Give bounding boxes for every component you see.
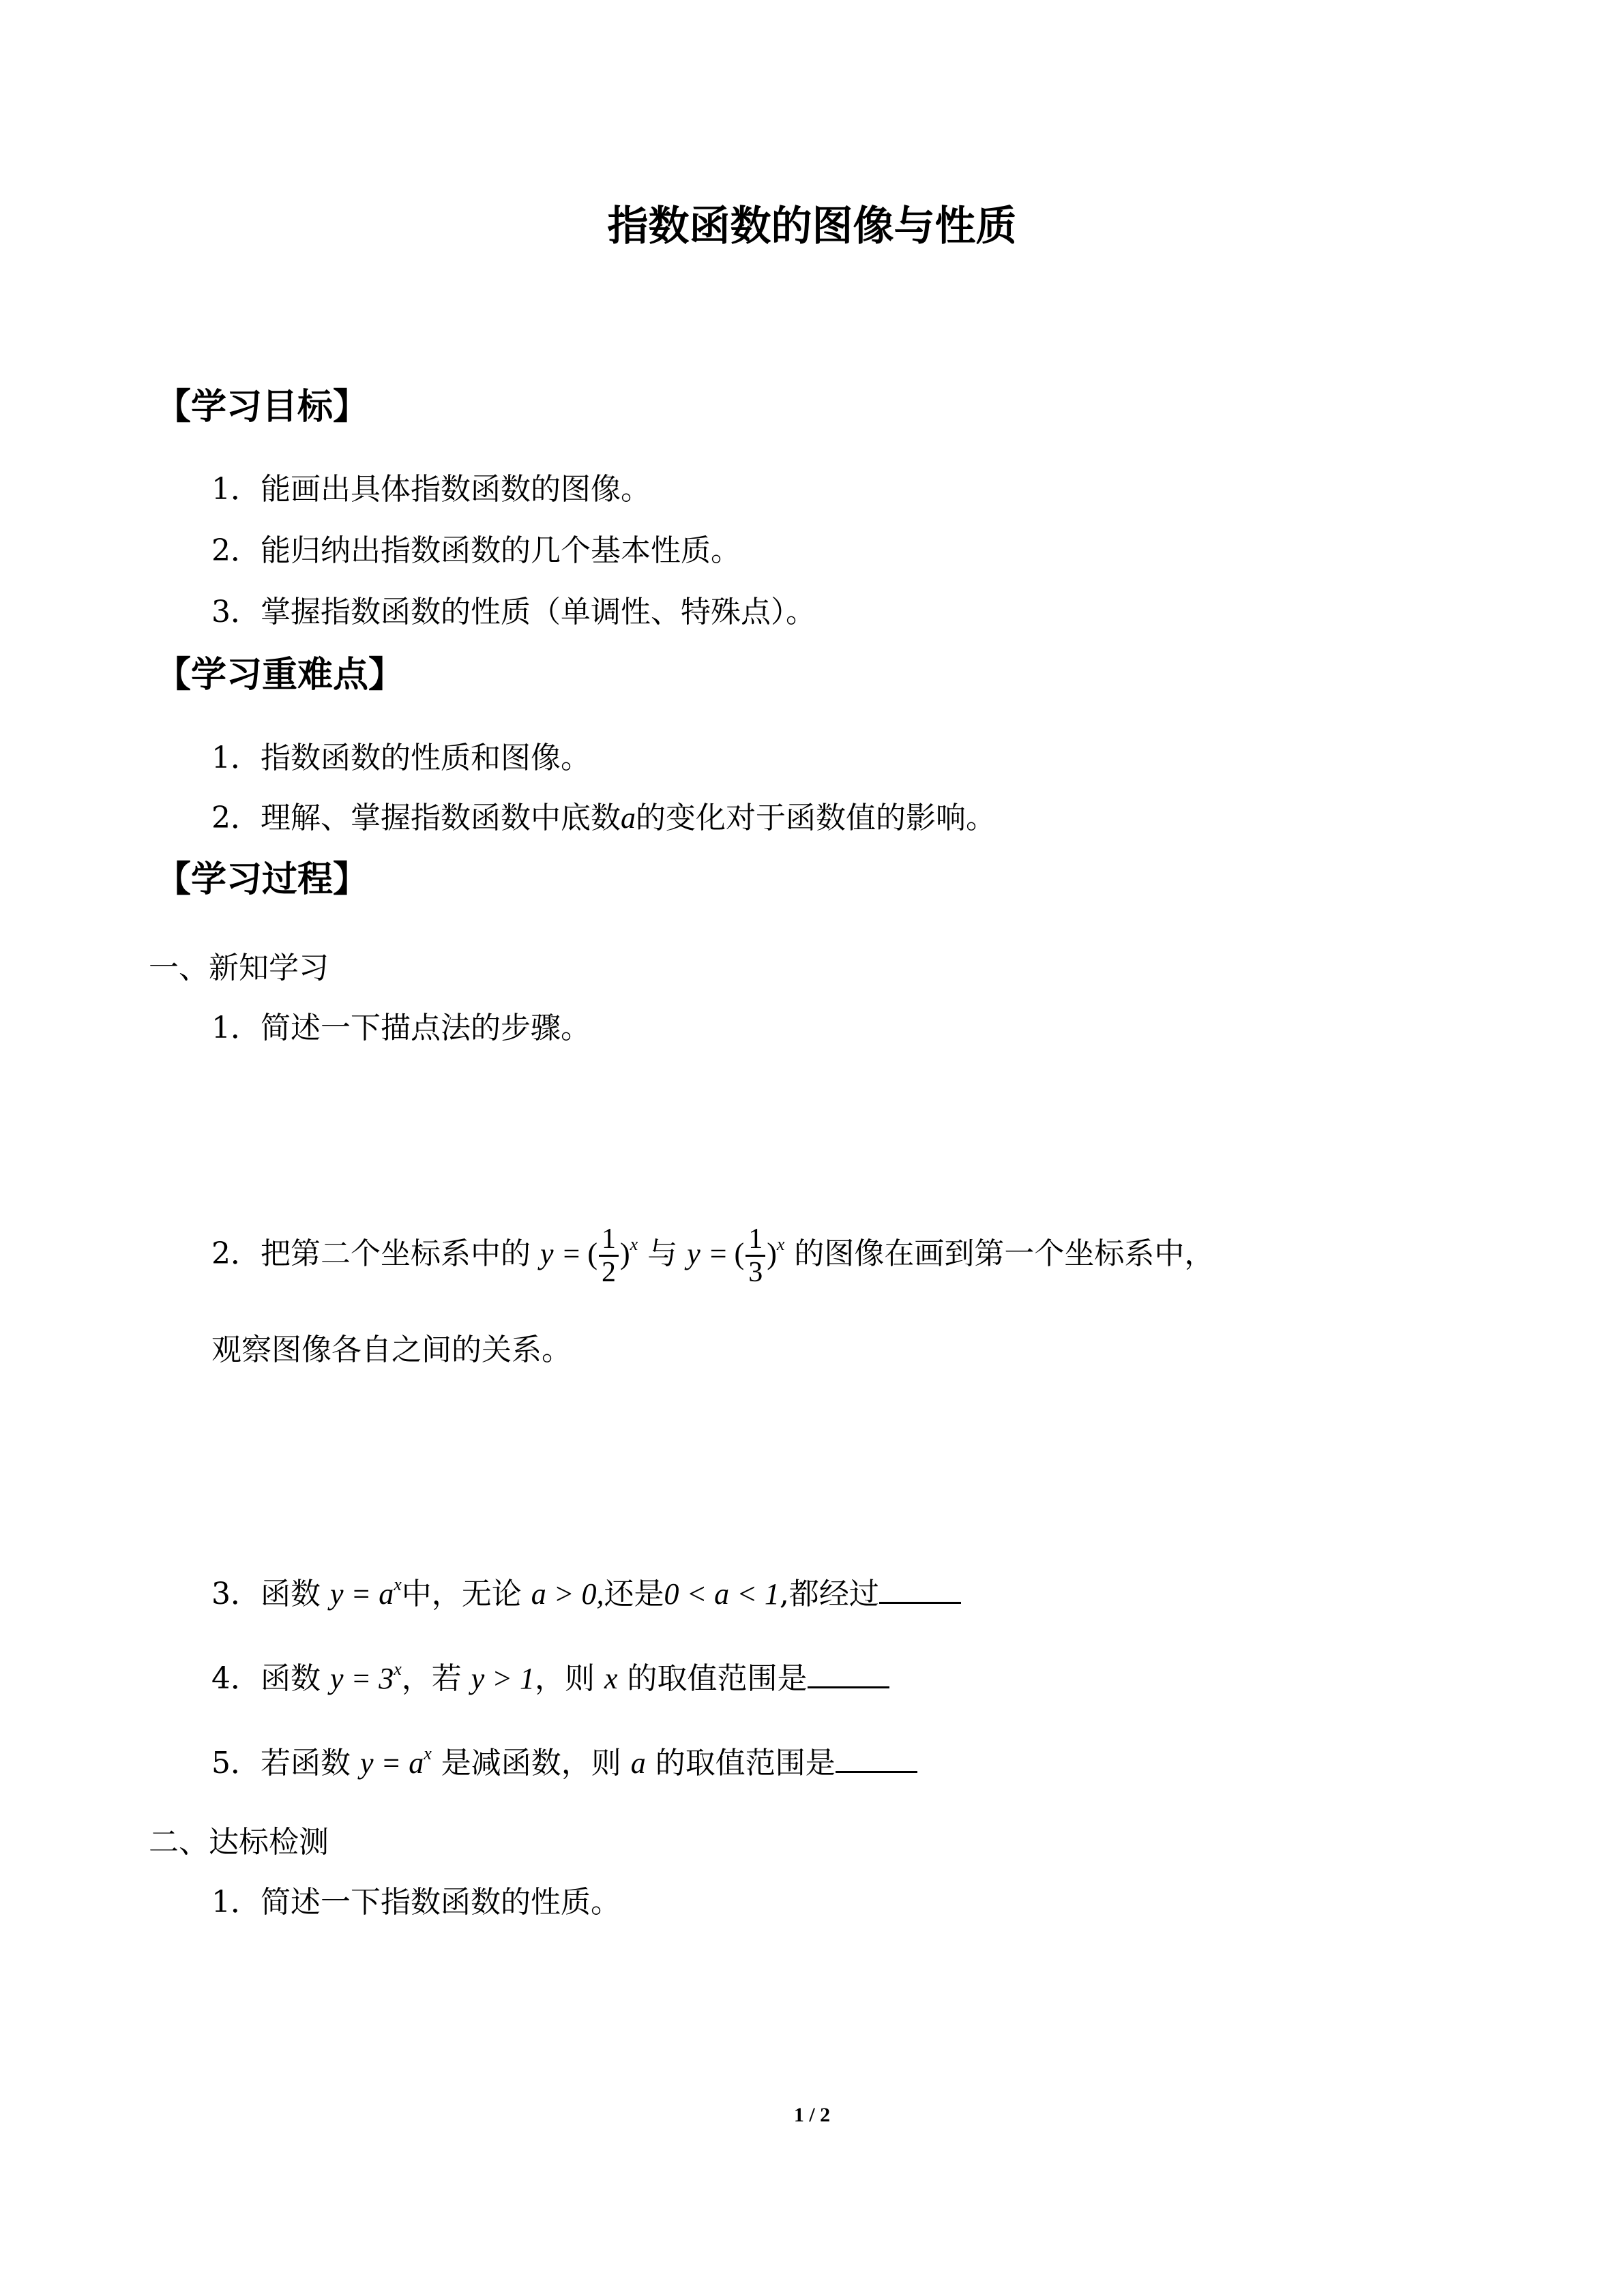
q5-mid1: 是减函数，则 bbox=[441, 1746, 621, 1780]
page-title: 指数函数的图像与性质 bbox=[607, 203, 1017, 250]
q3-mid2: 还是 bbox=[604, 1577, 664, 1611]
fraction-numerator: 1 bbox=[599, 1223, 619, 1257]
key-point-item-1: 1．指数函数的性质和图像。 bbox=[211, 741, 591, 775]
q4-mid2: ，则 bbox=[535, 1661, 595, 1696]
process-heading: 【学习过程】 bbox=[156, 859, 369, 900]
fraction-one-third bbox=[745, 1223, 765, 1288]
part2-heading: 二、达标检测 bbox=[149, 1825, 329, 1860]
q2-close2: ) bbox=[767, 1237, 777, 1270]
part1-question-2-line2: 观察图像各自之间的关系。 bbox=[211, 1332, 572, 1367]
q2-prefix: 2．把第二个坐标系中的 bbox=[211, 1236, 531, 1271]
part1-heading: 一、新知学习 bbox=[149, 951, 329, 985]
q3-cond1: a > 0, bbox=[531, 1577, 604, 1611]
key-point-item-2 bbox=[211, 798, 996, 839]
q3-formula: y = a bbox=[330, 1577, 394, 1611]
q4-formula: y = 3 bbox=[330, 1662, 394, 1695]
q5-exp: x bbox=[424, 1744, 432, 1763]
q2-mid: 与 bbox=[647, 1236, 678, 1271]
goal-item-1: 1．能画出具体指数函数的图像。 bbox=[211, 472, 651, 507]
fraction-one-half bbox=[599, 1223, 619, 1288]
q3-prefix: 3．函数 bbox=[211, 1577, 321, 1611]
q3-mid1: 中，无论 bbox=[401, 1577, 522, 1611]
answer-blank[interactable] bbox=[879, 1577, 961, 1604]
q5-prefix: 5．若函数 bbox=[211, 1746, 351, 1780]
q4-prefix: 4．函数 bbox=[211, 1661, 321, 1696]
q5-var: a bbox=[630, 1746, 646, 1780]
q3-cond2: 0 < a < 1 bbox=[664, 1577, 780, 1611]
q2-eq1: = ( bbox=[563, 1237, 597, 1270]
q4-mid1: ，若 bbox=[401, 1661, 462, 1696]
q2-exp1: x bbox=[630, 1234, 638, 1254]
q2-suffix: 的图像在画到第一个坐标系中， bbox=[794, 1236, 1215, 1271]
fraction-numerator: 1 bbox=[745, 1223, 765, 1257]
q4-cond: y > 1 bbox=[471, 1662, 535, 1695]
q2-y1: y bbox=[540, 1237, 554, 1270]
part1-question-5 bbox=[211, 1743, 917, 1784]
goal-item-2: 2．能归纳出指数函数的几个基本性质。 bbox=[211, 533, 741, 568]
part1-question-2 bbox=[211, 1223, 1214, 1288]
part2-question-1: 1．简述一下指数函数的性质。 bbox=[211, 1885, 621, 1920]
q3-suffix: ,都经过 bbox=[779, 1577, 879, 1611]
answer-blank[interactable] bbox=[836, 1746, 917, 1773]
q3-exp: x bbox=[394, 1575, 402, 1594]
key-point-2-suffix: 的变化对于函数值的影响。 bbox=[636, 801, 996, 835]
q4-exp: x bbox=[394, 1659, 402, 1679]
q5-formula: y = a bbox=[360, 1746, 424, 1780]
fraction-denominator: 2 bbox=[602, 1257, 616, 1288]
q2-exp2: x bbox=[776, 1234, 785, 1254]
page-number: 1 / 2 bbox=[793, 2104, 831, 2126]
part1-question-4 bbox=[211, 1658, 889, 1699]
part1-question-3 bbox=[211, 1574, 961, 1615]
key-point-2-prefix: 2．理解、掌握指数函数中底数 bbox=[211, 801, 621, 835]
q2-close1: ) bbox=[620, 1237, 630, 1270]
q5-suffix: 的取值范围是 bbox=[655, 1746, 836, 1780]
q2-eq2: = ( bbox=[709, 1237, 745, 1270]
goals-heading: 【学习目标】 bbox=[156, 387, 369, 428]
part1-question-1: 1．简述一下描点法的步骤。 bbox=[211, 1011, 591, 1045]
fraction-denominator: 3 bbox=[748, 1257, 763, 1288]
answer-blank[interactable] bbox=[808, 1662, 889, 1688]
q2-y2: y bbox=[687, 1237, 700, 1270]
key-points-heading: 【学习重难点】 bbox=[156, 655, 404, 696]
q4-suffix: 的取值范围是 bbox=[627, 1661, 808, 1696]
goal-item-3: 3．掌握指数函数的性质（单调性、特殊点）。 bbox=[211, 595, 816, 629]
var-a: a bbox=[621, 801, 636, 835]
q4-var: x bbox=[604, 1662, 618, 1695]
